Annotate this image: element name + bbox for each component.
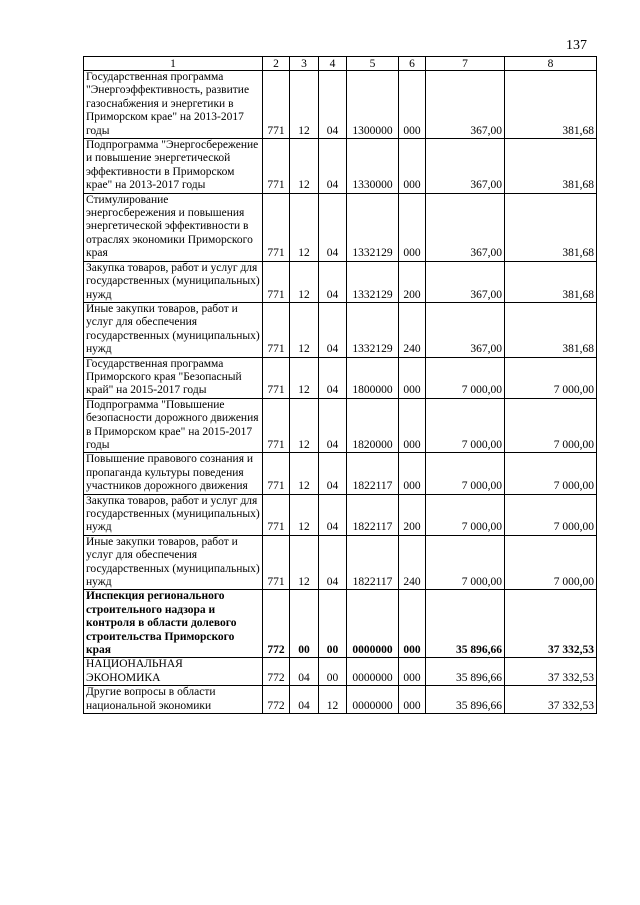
- column-header: 4: [319, 57, 347, 71]
- row-name-cell: Государственная программа "Энергоэффективность, развитие газоснабжения и энергетики в Приморском крае" на 2013-2017 годы: [84, 71, 263, 139]
- target-article-cell: 1800000: [347, 357, 399, 398]
- subsection-cell: 04: [319, 139, 347, 194]
- amount-2016-cell: 35 896,66: [426, 686, 505, 714]
- section-cell: 12: [290, 357, 319, 398]
- expense-type-cell: 000: [399, 193, 426, 261]
- section-cell: 12: [290, 535, 319, 590]
- expense-type-cell: 000: [399, 398, 426, 453]
- subsection-cell: 12: [319, 686, 347, 714]
- table-row: [84, 453, 597, 494]
- admin-code-cell: 772: [263, 658, 290, 686]
- expense-type-cell: 240: [399, 535, 426, 590]
- section-cell: 04: [290, 658, 319, 686]
- row-name-cell: НАЦИОНАЛЬНАЯ ЭКОНОМИКА: [84, 658, 263, 686]
- table-row: [84, 261, 597, 302]
- row-name-cell: Повышение правового сознания и пропаганда культуры поведения участников дорожного движения: [84, 453, 263, 494]
- subsection-cell: 04: [319, 535, 347, 590]
- row-name-cell: Подпрограмма "Энергосбережение и повышение энергетической эффективности в Приморском крае" на 2013-2017 годы: [84, 139, 263, 194]
- amount-2016-cell: 367,00: [426, 193, 505, 261]
- admin-code-cell: 771: [263, 71, 290, 139]
- target-article-cell: 0000000: [347, 590, 399, 658]
- table-row: [84, 590, 597, 658]
- amount-2017-cell: 7 000,00: [505, 357, 597, 398]
- section-cell: 12: [290, 261, 319, 302]
- row-name-cell: Государственная программа Приморского края "Безопасный край" на 2015-2017 годы: [84, 357, 263, 398]
- column-header: 7: [426, 57, 505, 71]
- amount-2016-cell: 35 896,66: [426, 590, 505, 658]
- amount-2016-cell: 35 896,66: [426, 658, 505, 686]
- budget-table: [83, 56, 597, 714]
- target-article-cell: 1332129: [347, 193, 399, 261]
- target-article-cell: 0000000: [347, 658, 399, 686]
- subsection-cell: 04: [319, 193, 347, 261]
- table-row: [84, 357, 597, 398]
- row-name-cell: Инспекция регионального строительного надзора и контроля в области долевого строительства Приморского края: [84, 590, 263, 658]
- admin-code-cell: 771: [263, 535, 290, 590]
- amount-2017-cell: 381,68: [505, 139, 597, 194]
- expense-type-cell: 000: [399, 658, 426, 686]
- subsection-cell: 04: [319, 71, 347, 139]
- section-cell: 12: [290, 302, 319, 357]
- amount-2017-cell: 381,68: [505, 261, 597, 302]
- admin-code-cell: 772: [263, 686, 290, 714]
- admin-code-cell: 771: [263, 357, 290, 398]
- subsection-cell: 04: [319, 261, 347, 302]
- amount-2016-cell: 7 000,00: [426, 357, 505, 398]
- amount-2017-cell: 37 332,53: [505, 590, 597, 658]
- target-article-cell: 1822117: [347, 453, 399, 494]
- table-row: [84, 398, 597, 453]
- admin-code-cell: 771: [263, 398, 290, 453]
- expense-type-cell: 000: [399, 139, 426, 194]
- expense-type-cell: 000: [399, 686, 426, 714]
- amount-2017-cell: 37 332,53: [505, 658, 597, 686]
- amount-2017-cell: 381,68: [505, 71, 597, 139]
- row-name-cell: Закупка товаров, работ и услуг для государственных (муниципальных) нужд: [84, 494, 263, 535]
- table-row: [84, 302, 597, 357]
- admin-code-cell: 771: [263, 261, 290, 302]
- amount-2017-cell: 381,68: [505, 193, 597, 261]
- table-row: [84, 494, 597, 535]
- amount-2016-cell: 367,00: [426, 302, 505, 357]
- table-row: [84, 535, 597, 590]
- section-cell: 12: [290, 398, 319, 453]
- subsection-cell: 00: [319, 658, 347, 686]
- subsection-cell: 04: [319, 398, 347, 453]
- target-article-cell: 1822117: [347, 535, 399, 590]
- admin-code-cell: 771: [263, 302, 290, 357]
- subsection-cell: 04: [319, 453, 347, 494]
- amount-2017-cell: 7 000,00: [505, 398, 597, 453]
- row-name-cell: Иные закупки товаров, работ и услуг для обеспечения государственных (муниципальных) нужд: [84, 535, 263, 590]
- amount-2016-cell: 7 000,00: [426, 398, 505, 453]
- column-header: 5: [347, 57, 399, 71]
- admin-code-cell: 771: [263, 139, 290, 194]
- expense-type-cell: 200: [399, 494, 426, 535]
- amount-2016-cell: 7 000,00: [426, 535, 505, 590]
- admin-code-cell: 771: [263, 494, 290, 535]
- section-cell: 00: [290, 590, 319, 658]
- section-cell: 04: [290, 686, 319, 714]
- table-row: [84, 658, 597, 686]
- expense-type-cell: 000: [399, 71, 426, 139]
- column-header: 1: [84, 57, 263, 71]
- target-article-cell: 1332129: [347, 261, 399, 302]
- amount-2016-cell: 7 000,00: [426, 453, 505, 494]
- table-row: [84, 193, 597, 261]
- row-name-cell: Закупка товаров, работ и услуг для государственных (муниципальных) нужд: [84, 261, 263, 302]
- admin-code-cell: 771: [263, 193, 290, 261]
- column-header-row: [84, 57, 597, 71]
- expense-type-cell: 000: [399, 357, 426, 398]
- amount-2017-cell: 7 000,00: [505, 453, 597, 494]
- section-cell: 12: [290, 193, 319, 261]
- amount-2017-cell: 37 332,53: [505, 686, 597, 714]
- target-article-cell: 1820000: [347, 398, 399, 453]
- amount-2016-cell: 7 000,00: [426, 494, 505, 535]
- column-header: 3: [290, 57, 319, 71]
- target-article-cell: 1822117: [347, 494, 399, 535]
- amount-2017-cell: 381,68: [505, 302, 597, 357]
- amount-2017-cell: 7 000,00: [505, 494, 597, 535]
- target-article-cell: 1332129: [347, 302, 399, 357]
- amount-2016-cell: 367,00: [426, 261, 505, 302]
- table-row: [84, 686, 597, 714]
- table-row: [84, 71, 597, 139]
- column-header: 6: [399, 57, 426, 71]
- section-cell: 12: [290, 453, 319, 494]
- expense-type-cell: 240: [399, 302, 426, 357]
- column-header: 8: [505, 57, 597, 71]
- expense-type-cell: 200: [399, 261, 426, 302]
- admin-code-cell: 772: [263, 590, 290, 658]
- row-name-cell: Подпрограмма "Повышение безопасности дорожного движения в Приморском крае" на 2015-2017 годы: [84, 398, 263, 453]
- subsection-cell: 00: [319, 590, 347, 658]
- row-name-cell: Другие вопросы в области национальной экономики: [84, 686, 263, 714]
- page-number: 137: [566, 38, 587, 53]
- expense-type-cell: 000: [399, 453, 426, 494]
- section-cell: 12: [290, 494, 319, 535]
- table-row: [84, 139, 597, 194]
- subsection-cell: 04: [319, 302, 347, 357]
- subsection-cell: 04: [319, 494, 347, 535]
- row-name-cell: Иные закупки товаров, работ и услуг для обеспечения государственных (муниципальных) нужд: [84, 302, 263, 357]
- amount-2017-cell: 7 000,00: [505, 535, 597, 590]
- target-article-cell: 1330000: [347, 139, 399, 194]
- row-name-cell: Стимулирование энергосбережения и повышения энергетической эффективности в отраслях экономики Приморского края: [84, 193, 263, 261]
- section-cell: 12: [290, 71, 319, 139]
- target-article-cell: 1300000: [347, 71, 399, 139]
- subsection-cell: 04: [319, 357, 347, 398]
- amount-2016-cell: 367,00: [426, 71, 505, 139]
- admin-code-cell: 771: [263, 453, 290, 494]
- target-article-cell: 0000000: [347, 686, 399, 714]
- amount-2016-cell: 367,00: [426, 139, 505, 194]
- column-header: 2: [263, 57, 290, 71]
- expense-type-cell: 000: [399, 590, 426, 658]
- section-cell: 12: [290, 139, 319, 194]
